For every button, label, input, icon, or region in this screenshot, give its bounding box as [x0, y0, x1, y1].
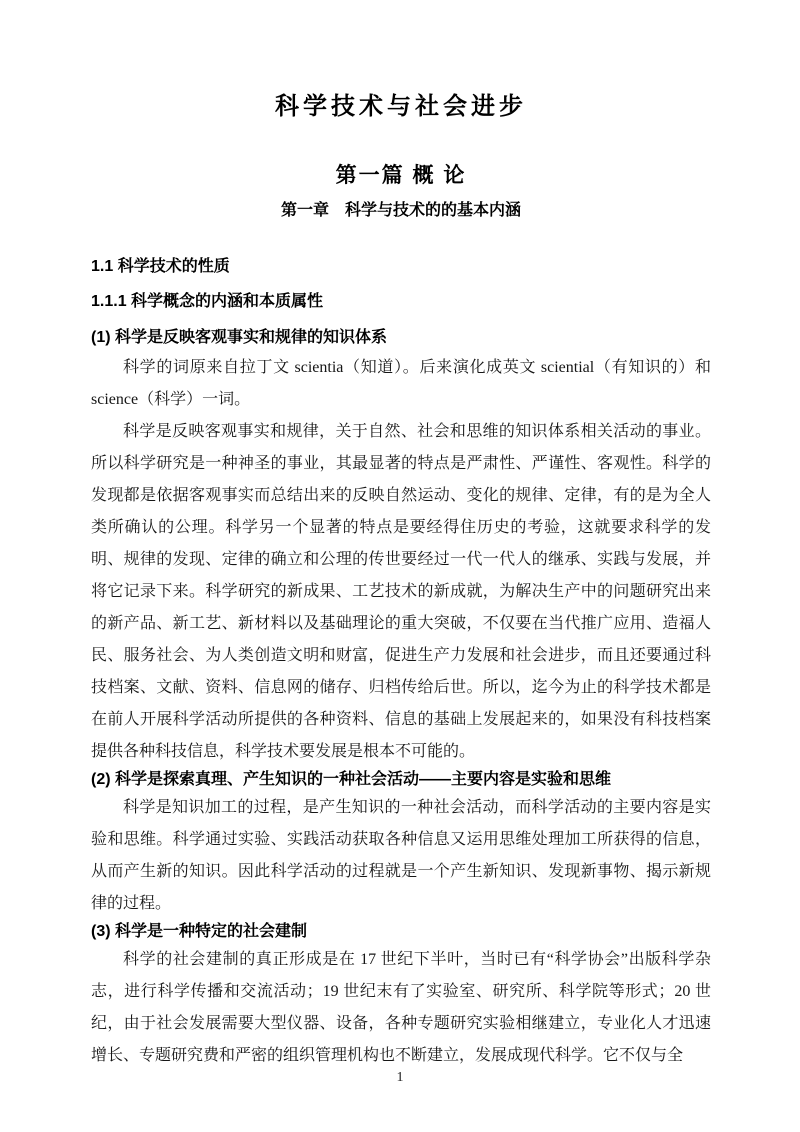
page-number: 1	[396, 1070, 404, 1085]
item-2-heading: (2) 科学是探索真理、产生知识的一种社会活动——主要内容是实验和思维	[91, 771, 612, 788]
item-3-heading: (3) 科学是一种特定的社会建制	[91, 923, 308, 940]
subsection-heading-1-1-1: 1.1.1 科学概念的内涵和本质属性	[91, 293, 324, 310]
section-heading-1-1: 1.1 科学技术的性质	[91, 258, 230, 275]
part-heading: 第一篇 概 论	[335, 164, 467, 187]
paragraph-2: 科学是反映客观事实和规律，关于自然、社会和思维的知识体系相关活动的事业。所以科学研究是一种神圣的事业，其最显著的特点是严肃性、严谨性、客观性。科学的发现都是依据客观事实而总结出来的反映自然运动、变化的规律、定律，有的是为全人类所确认的公理。科学另一个显著的特点是要经得住历史的考验，这就要求科学的发明、规律的发现、定律的确立和公理的传世要经过一代一代人的继承、实践与发展，并将它记录下来。科学研究的新成果、工艺技术的新成就，为解决生产中的问题研究出来的新产品、新工艺、新材料以及基础理论的重大突破，不仅要在当代推广应用、造福人民、服务社会、为人类创造文明和财富，促进生产力发展和社会进步，而且还要通过科技档案、文献、资料、信息网的储存、归档传给后世。所以，迄今为止的科学技术都是在前人开展科学活动所提供的各种资料、信息的基础上发展起来的，如果没有科技档案提供各种科技信息，科学技术要发展是根本不可能的。	[91, 423, 711, 760]
document-title: 科学技术与社会进步	[275, 93, 527, 120]
item-1-heading: (1) 科学是反映客观事实和规律的知识体系	[91, 329, 388, 346]
paragraph-4: 科学的社会建制的真正形成是在 17 世纪下半叶，当时已有“科学协会”出版科学杂志，进行科学传播和交流活动；19 世纪末有了实验室、研究所、科学院等形式；20 世纪，由于社会发展需要大型仪器、设备，各种专题研究实验相继建立，专业化人才迅速增长、专题研究费和严密的组织管理机构也不断建立，发展成现代科学。它不仅与全	[91, 951, 711, 1064]
paragraph-3: 科学是知识加工的过程，是产生知识的一种社会活动，而科学活动的主要内容是实验和思维。科学通过实验、实践活动获取各种信息又运用思维处理加工所获得的信息，从而产生新的知识。因此科学活动的过程就是一个产生新知识、发现新事物、揭示新规律的过程。	[91, 799, 711, 912]
paragraph-1: 科学的词原来自拉丁文 scientia（知道）。后来演化成英文 sciential（有知识的）和 science（科学）一词。	[91, 359, 711, 408]
chapter-heading: 第一章 科学与技术的的基本内涵	[280, 202, 521, 219]
